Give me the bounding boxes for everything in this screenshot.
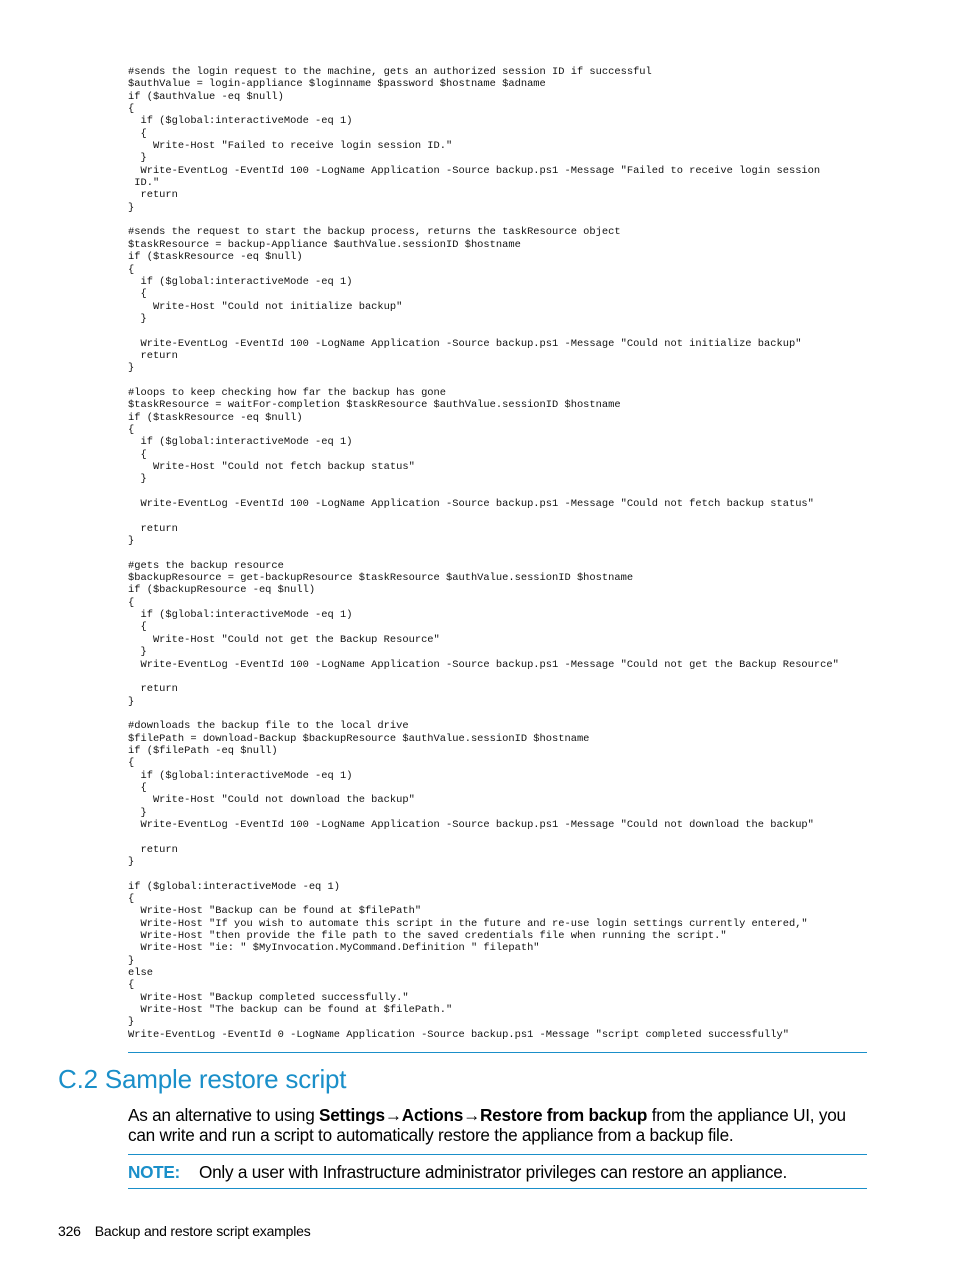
code-line: { <box>128 448 147 461</box>
code-line: { <box>128 757 135 770</box>
note-text: Only a user with Infrastructure administrator privileges can restore an appliance. <box>199 1162 788 1182</box>
code-line: { <box>128 127 147 140</box>
code-line: ID." <box>128 177 160 190</box>
code-line: { <box>128 893 135 906</box>
code-line: Write-Host "Could not download the backup" <box>128 794 415 807</box>
code-line: } <box>128 535 135 548</box>
code-line: } <box>128 152 147 165</box>
menu-restore-from-backup: Restore from backup <box>480 1105 648 1125</box>
code-line <box>128 708 873 720</box>
code-line: $taskResource = waitFor-completion $taskResource $authValue.sessionID $hostname <box>128 399 621 412</box>
code-line: Write-Host "Could not get the Backup Resource" <box>128 633 440 646</box>
code-line <box>128 868 873 880</box>
code-line: } <box>128 473 147 486</box>
code-line: Write-Host "Could not initialize backup" <box>128 300 403 313</box>
code-line: Write-Host "Backup completed successfully." <box>128 991 409 1004</box>
code-line: if ($filePath -eq $null) <box>128 744 278 757</box>
code-line: { <box>128 979 135 992</box>
code-line: Write-Host "If you wish to automate this script in the future and re-use login settings currently entered," <box>128 917 808 930</box>
code-line: return <box>128 683 178 696</box>
code-line: return <box>128 843 178 856</box>
code-line: { <box>128 423 135 436</box>
code-line <box>128 547 873 559</box>
code-line: #gets the backup resource <box>128 559 284 572</box>
intro-paragraph <box>128 1105 873 1145</box>
arrow-icon: → <box>384 1105 402 1125</box>
code-line: Write-Host "Failed to receive login session ID." <box>128 140 453 153</box>
code-end-rule <box>128 1052 867 1053</box>
code-line: Write-EventLog -EventId 100 -LogName Application -Source backup.ps1 -Message "Could not initialize backup" <box>128 337 802 350</box>
code-line: #downloads the backup file to the local drive <box>128 720 409 733</box>
code-line: Write-Host "Backup can be found at $filePath" <box>128 905 422 918</box>
intro-text-rest: from the appliance UI, you can write and run a script to automatically restore the appliance from a backup file. <box>128 1105 846 1145</box>
code-line: Write-Host "Could not fetch backup status" <box>128 461 415 473</box>
code-line: else <box>128 967 153 980</box>
page-number: 326 <box>58 1223 81 1239</box>
code-line: { <box>128 103 135 116</box>
note-label: NOTE: <box>128 1162 180 1182</box>
code-line: Write-EventLog -EventId 100 -LogName Application -Source backup.ps1 -Message "Could not download the backup" <box>128 818 814 831</box>
code-listing <box>128 66 873 1041</box>
code-line: Write-Host "then provide the file path to the saved credentials file when running the script." <box>128 930 727 943</box>
code-line: if ($global:interactiveMode -eq 1) <box>128 115 353 128</box>
code-line: } <box>128 954 135 967</box>
arrow-icon: → <box>463 1105 480 1125</box>
section-heading: C.2 Sample restore script <box>58 1064 347 1094</box>
code-line: $taskResource = backup-Appliance $authValue.sessionID $hostname <box>128 238 521 251</box>
chapter-title: Backup and restore script examples <box>94 1223 311 1239</box>
code-line: } <box>128 646 147 659</box>
code-line: { <box>128 596 135 609</box>
code-line: return <box>128 349 178 362</box>
code-line: } <box>128 362 135 375</box>
code-line: if ($taskResource -eq $null) <box>128 411 303 424</box>
code-line: if ($global:interactiveMode -eq 1) <box>128 880 341 893</box>
code-line: if ($global:interactiveMode -eq 1) <box>128 609 353 622</box>
code-line: Write-EventLog -EventId 100 -LogName Application -Source backup.ps1 -Message "Could not get the Backup Resource" <box>128 658 839 671</box>
code-line: if ($global:interactiveMode -eq 1) <box>128 275 353 288</box>
code-line: if ($taskResource -eq $null) <box>128 251 303 264</box>
code-line: Write-Host "The backup can be found at $filePath." <box>128 1004 453 1017</box>
code-line: Write-EventLog -EventId 100 -LogName Application -Source backup.ps1 -Message "Could not fetch backup status" <box>128 498 814 511</box>
code-line: $backupResource = get-backupResource $taskResource $authValue.sessionID $hostname <box>128 572 634 585</box>
code-line: if ($authValue -eq $null) <box>128 90 284 103</box>
code-line: } <box>128 695 135 708</box>
code-line <box>128 486 873 498</box>
code-line: $filePath = download-Backup $backupResource $authValue.sessionID $hostname <box>128 732 590 745</box>
note-box <box>128 1154 867 1189</box>
intro-text: As an alternative to using <box>128 1105 320 1125</box>
code-line <box>128 510 873 522</box>
code-line: } <box>128 1016 135 1029</box>
code-line: { <box>128 288 147 301</box>
code-line: #sends the login request to the machine, gets an authorized session ID if successful <box>128 66 652 78</box>
code-line: if ($global:interactiveMode -eq 1) <box>128 769 353 782</box>
code-line: return <box>128 189 178 202</box>
code-line: Write-EventLog -EventId 100 -LogName Application -Source backup.ps1 -Message "Failed to receive login session <box>128 164 821 177</box>
code-line: #sends the request to start the backup process, returns the taskResource object <box>128 226 621 239</box>
menu-settings: Settings <box>319 1105 385 1125</box>
code-line <box>128 214 873 226</box>
code-line: { <box>128 781 147 794</box>
page-footer <box>58 1223 311 1239</box>
code-line: } <box>128 856 135 868</box>
code-line: if ($global:interactiveMode -eq 1) <box>128 436 353 449</box>
code-line: return <box>128 522 178 535</box>
code-line: } <box>128 806 147 819</box>
code-line: } <box>128 201 135 214</box>
code-line: Write-EventLog -EventId 0 -LogName Application -Source backup.ps1 -Message "script completed successfully" <box>128 1028 789 1041</box>
code-line: { <box>128 621 147 634</box>
code-line: { <box>128 263 135 276</box>
code-line <box>128 671 873 683</box>
code-line: if ($backupResource -eq $null) <box>128 584 316 597</box>
code-line <box>128 831 873 843</box>
code-line <box>128 325 873 337</box>
code-line: #loops to keep checking how far the backup has gone <box>128 386 447 399</box>
code-line: Write-Host "ie: " $MyInvocation.MyCommand.Definition " filepath" <box>128 942 540 955</box>
code-line <box>128 375 873 387</box>
code-line: } <box>128 312 147 325</box>
menu-actions: Actions <box>401 1105 464 1125</box>
code-line: $authValue = login-appliance $loginname $password $hostname $adname <box>128 78 546 91</box>
